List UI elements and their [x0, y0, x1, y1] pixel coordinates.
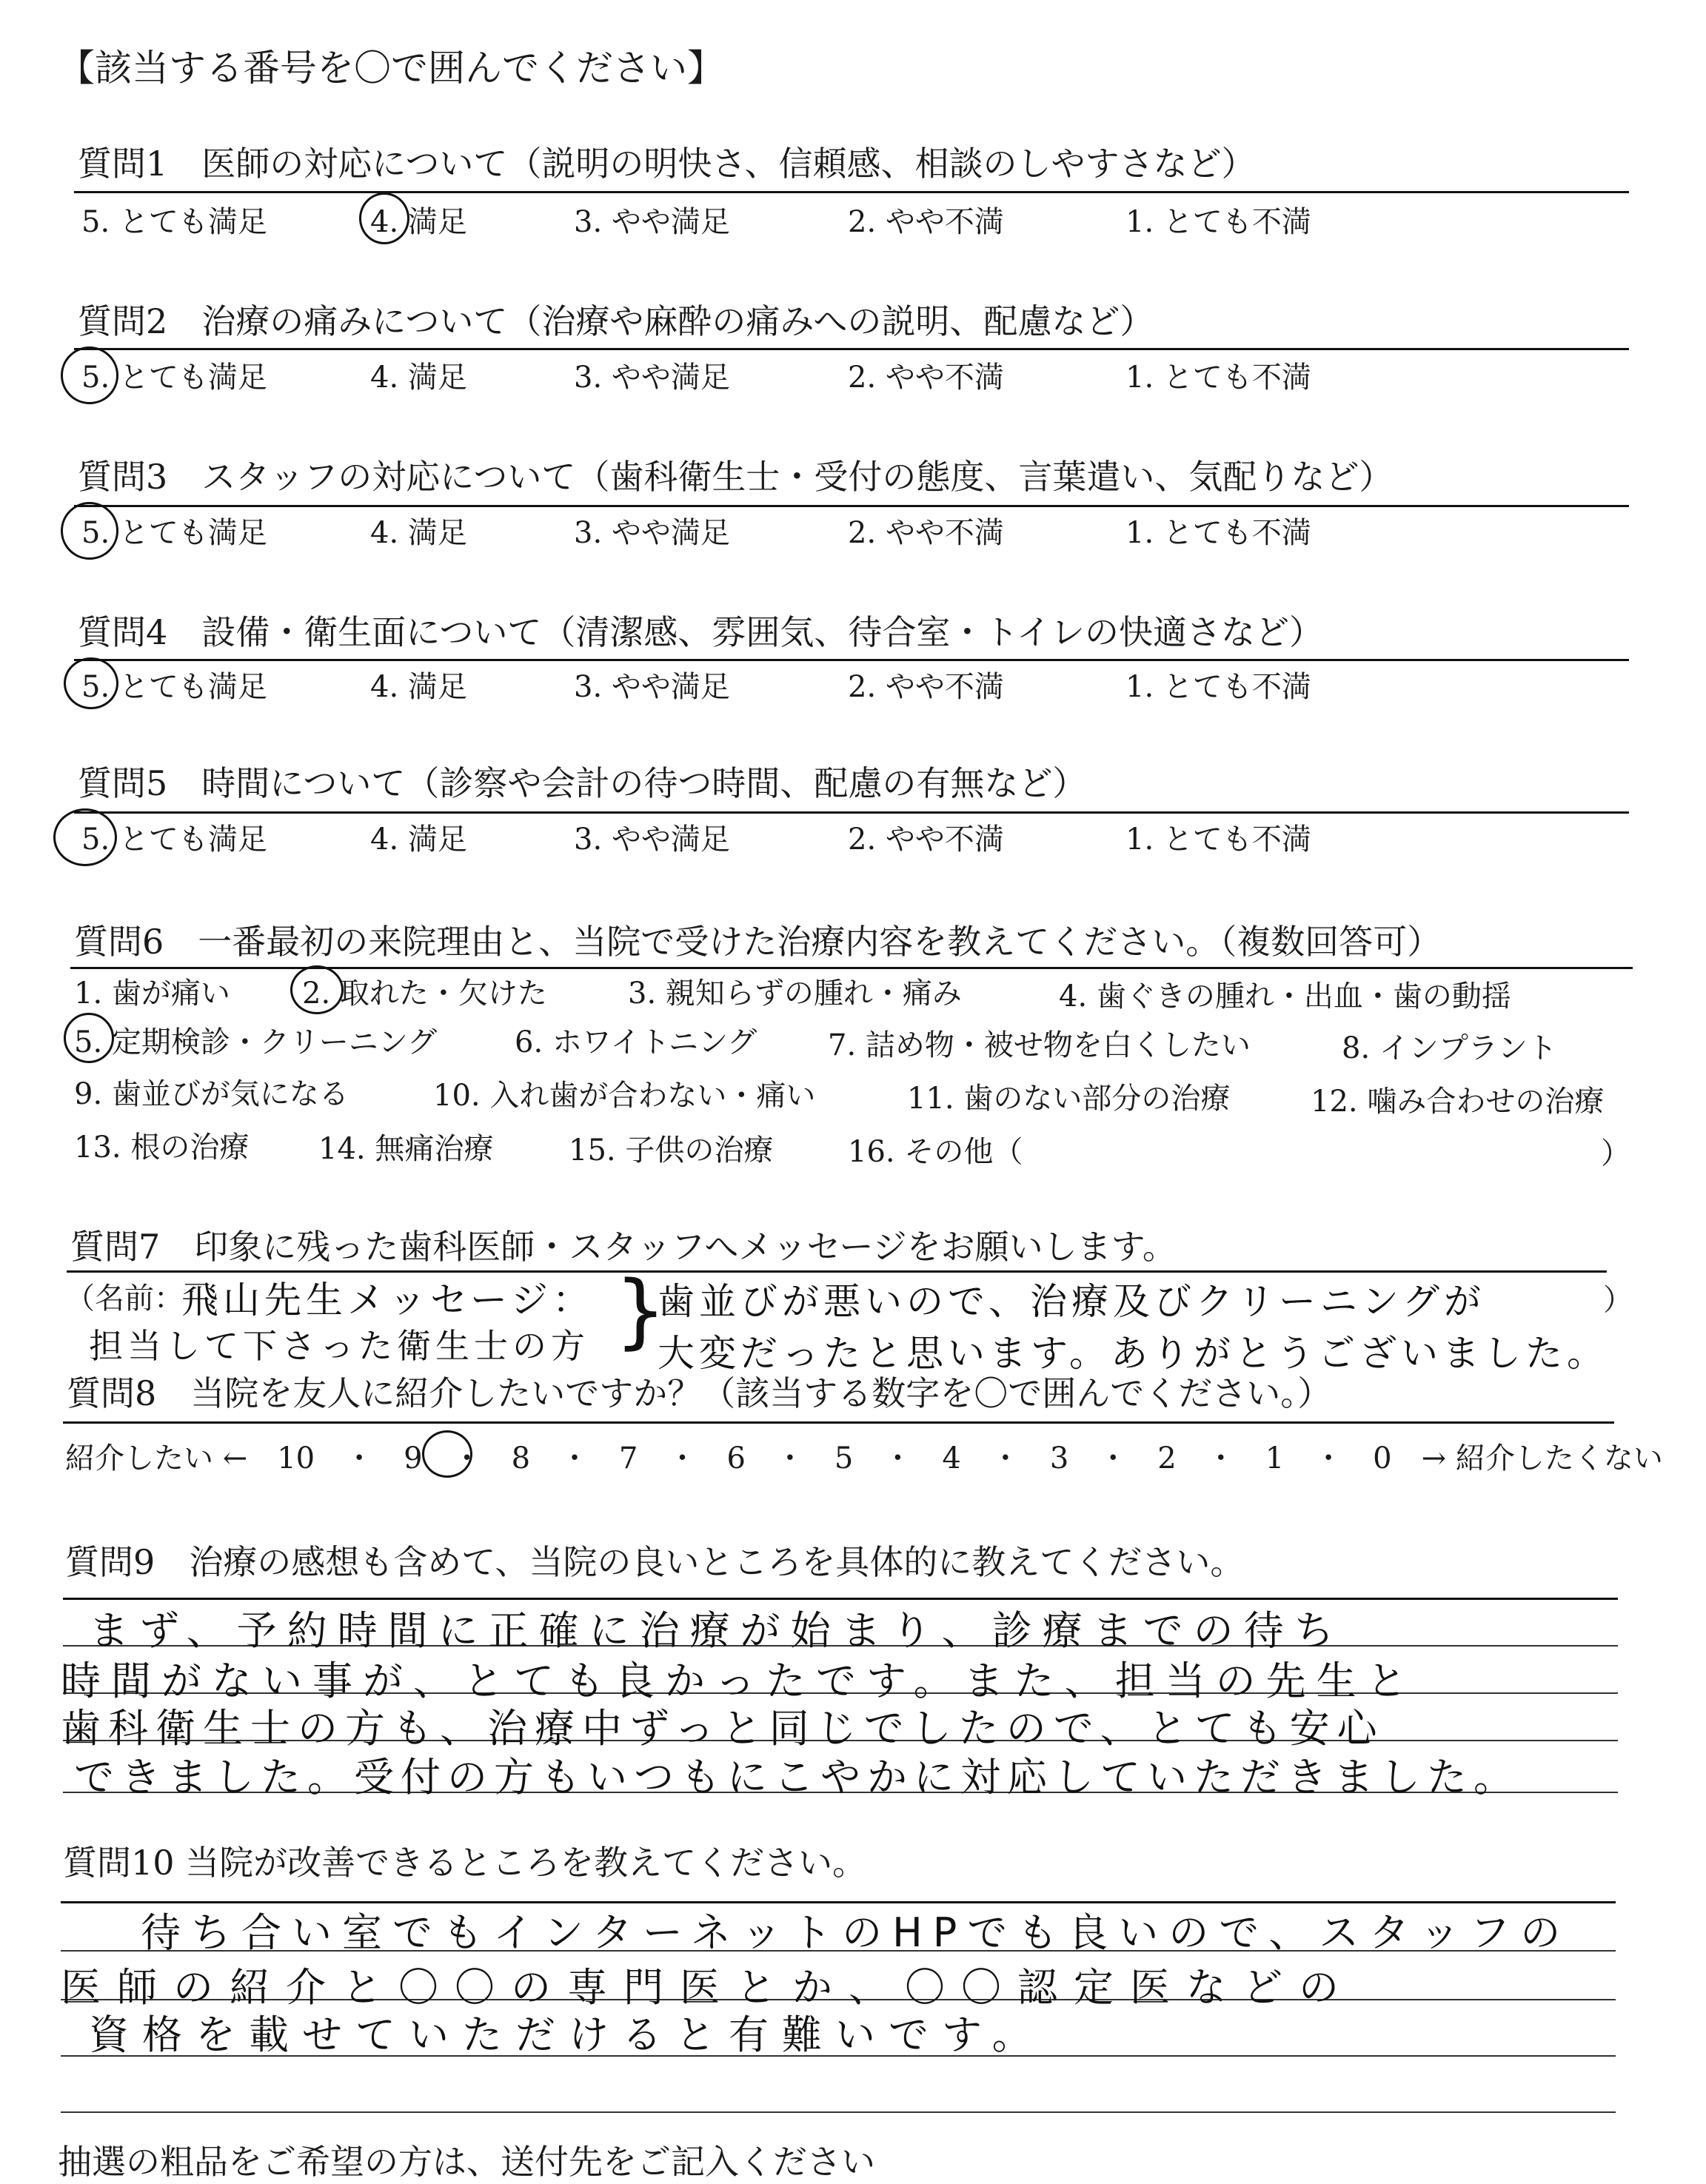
- q5-option-5[interactable]: 5. とても満足: [81, 823, 267, 857]
- q2-option-5[interactable]: 5. とても満足: [81, 361, 267, 395]
- q1-selection-circle: [359, 192, 409, 244]
- q6-option-11[interactable]: 11. 歯のない部分の治療: [907, 1082, 1231, 1116]
- q5-selection-circle: [53, 808, 117, 866]
- q6-option-16-close: ）: [1601, 1136, 1630, 1170]
- q3-option-3[interactable]: 3. やや満足: [574, 516, 730, 550]
- q10-answer-line-2: 医師の紹介と〇〇の専門医とか、〇〇認定医などの: [61, 1964, 1355, 2011]
- q4-rule: [74, 659, 1629, 661]
- q3-rule: [74, 505, 1629, 507]
- q2-rule: [74, 348, 1629, 350]
- q4-option-2[interactable]: 2. やや不満: [848, 670, 1004, 704]
- q4-option-1[interactable]: 1. とても不満: [1125, 670, 1311, 704]
- q9-answer-line-2: 時間がない事が、とても良かったです。また、担当の先生と: [61, 1658, 1417, 1704]
- q6-option-10[interactable]: 10. 入れ歯が合わない・痛い: [433, 1079, 816, 1113]
- q6-option-8[interactable]: 8. インプラント: [1342, 1031, 1557, 1065]
- q10-answer-line-1: 待ち合い室でもインターネットのHPでも良いので、スタッフの: [141, 1909, 1571, 1956]
- q5-option-2[interactable]: 2. やや不満: [848, 823, 1004, 857]
- q7-brace: }: [615, 1263, 666, 1358]
- q3-option-2[interactable]: 2. やや不満: [848, 516, 1004, 550]
- q5-option-3[interactable]: 3. やや満足: [574, 823, 730, 857]
- q7-title: 質問7 印象に残った歯科医師・スタッフへメッセージをお願いします。: [70, 1227, 1177, 1267]
- q6-option-2[interactable]: 2. 取れた・欠けた: [302, 977, 547, 1011]
- q5-rule: [74, 811, 1629, 814]
- q8-rule: [63, 1421, 1614, 1424]
- page-title: 【該当する番号を〇で囲んでください】: [58, 47, 724, 90]
- q4-title: 質問4 設備・衛生面について（清潔感、雰囲気、待合室・トイレの快適さなど）: [78, 612, 1324, 652]
- q2-selection-circle: [61, 346, 118, 404]
- q5-title: 質問5 時間について（診察や会計の待つ時間、配慮の有無など）: [78, 763, 1087, 803]
- q1-option-4[interactable]: 4. 満足: [370, 205, 467, 239]
- q2-title: 質問2 治療の痛みについて（治療や麻酔の痛みへの説明、配慮など）: [78, 301, 1154, 341]
- q4-option-4[interactable]: 4. 満足: [370, 670, 467, 704]
- q6-option-13[interactable]: 13. 根の治療: [74, 1130, 250, 1165]
- q9-answer-line-1: まず、予約時間に正確に治療が始まり、診療までの待ち: [89, 1607, 1345, 1654]
- q6-title: 質問6 一番最初の来院理由と、当院で受けた治療内容を教えてください。（複数回答可）: [74, 922, 1442, 962]
- q10-rule-5: [61, 2111, 1616, 2113]
- q1-option-3[interactable]: 3. やや満足: [574, 205, 730, 239]
- q3-selection-circle: [61, 502, 118, 560]
- q1-title: 質問1 医師の対応について（説明の明快さ、信頼感、相談のしやすさなど）: [78, 144, 1256, 184]
- q9-answer-line-3: 歯科衛生士の方も、治療中ずっと同じでしたので、とても安心: [61, 1705, 1385, 1752]
- q2-option-3[interactable]: 3. やや満足: [574, 361, 730, 395]
- q9-title: 質問9 治療の感想も含めて、当院の良いところを具体的に教えてください。: [65, 1542, 1245, 1582]
- q3-option-4[interactable]: 4. 満足: [370, 516, 467, 550]
- q6-option-15[interactable]: 15. 子供の治療: [569, 1133, 774, 1168]
- q4-option-5[interactable]: 5. とても満足: [81, 670, 267, 704]
- q10-answer-line-3: 資格を載せていただけると有難いです。: [89, 2012, 1046, 2058]
- q6-option-9[interactable]: 9. 歯並びが気になる: [74, 1077, 349, 1111]
- q6-option-1[interactable]: 1. 歯が痛い: [74, 977, 230, 1011]
- q2-option-2[interactable]: 2. やや不満: [848, 361, 1004, 395]
- q8-selection-circle: [422, 1430, 472, 1478]
- q3-option-5[interactable]: 5. とても満足: [81, 516, 267, 550]
- q7-name-handwritten-2: 担当して下さった衛生士の方: [89, 1326, 589, 1366]
- q8-title: 質問8 当院を友人に紹介したいですか？（該当する数字を〇で囲んでください。）: [67, 1373, 1332, 1413]
- q9-answer-line-4: できました。受付の方もいつもにこやかに対応していただきました。: [74, 1754, 1520, 1801]
- q6-option-5[interactable]: 5. 定期検診・クリーニング: [74, 1025, 438, 1059]
- q8-scale[interactable]: 紹介したい ← 10 ・ 9 ・ 8 ・ 7 ・ 6 ・ 5 ・ 4 ・ 3 ・ 2 ・ 1 ・ 0 → 紹介したくない: [65, 1441, 1663, 1475]
- q6-option-6[interactable]: 6. ホワイトニング: [515, 1025, 757, 1059]
- q10-title: 質問10 当院が改善できるところを教えてください。: [63, 1843, 867, 1883]
- q4-selection-circle: [64, 657, 118, 709]
- q1-option-5[interactable]: 5. とても満足: [81, 205, 267, 239]
- q7-message-line-1: 歯並びが悪いので、治療及びクリーニングが: [658, 1280, 1485, 1323]
- q1-option-1[interactable]: 1. とても不満: [1125, 205, 1311, 239]
- q2-option-1[interactable]: 1. とても不満: [1125, 361, 1311, 395]
- q3-title: 質問3 スタッフの対応について（歯科衛生士・受付の態度、言葉遣い、気配りなど）: [78, 457, 1394, 497]
- q1-option-2[interactable]: 2. やや不満: [848, 205, 1004, 239]
- q6-option-3[interactable]: 3. 親知らずの腫れ・痛み: [628, 977, 962, 1011]
- q6-option-12[interactable]: 12. 噛み合わせの治療: [1311, 1085, 1605, 1119]
- q5-option-4[interactable]: 4. 満足: [370, 823, 467, 857]
- q6-option-4[interactable]: 4. 歯ぐきの腫れ・出血・歯の動揺: [1059, 979, 1511, 1014]
- q7-name-handwritten-1: 飛山先生メッセージ：: [181, 1279, 594, 1322]
- q4-option-3[interactable]: 3. やや満足: [574, 670, 730, 704]
- q7-close-paren: ）: [1603, 1283, 1633, 1317]
- q7-name-label: （名前：: [65, 1282, 184, 1316]
- q6-selection-circle-5: [64, 1013, 114, 1063]
- footer-note: 抽選の粗品をご希望の方は、送付先をご記入ください: [58, 2142, 875, 2182]
- q6-option-7[interactable]: 7. 詰め物・被せ物を白くしたい: [828, 1028, 1251, 1062]
- q6-option-16[interactable]: 16. その他（: [848, 1135, 1023, 1169]
- q2-option-4[interactable]: 4. 満足: [370, 361, 467, 395]
- q7-message-line-2: 大変だったと思います。ありがとうございました。: [658, 1332, 1608, 1375]
- q5-option-1[interactable]: 1. とても不満: [1125, 823, 1311, 857]
- q6-option-14[interactable]: 14. 無痛治療: [318, 1132, 494, 1166]
- q6-selection-circle-2: [290, 965, 344, 1014]
- q1-rule: [74, 191, 1629, 193]
- q3-option-1[interactable]: 1. とても不満: [1125, 516, 1311, 550]
